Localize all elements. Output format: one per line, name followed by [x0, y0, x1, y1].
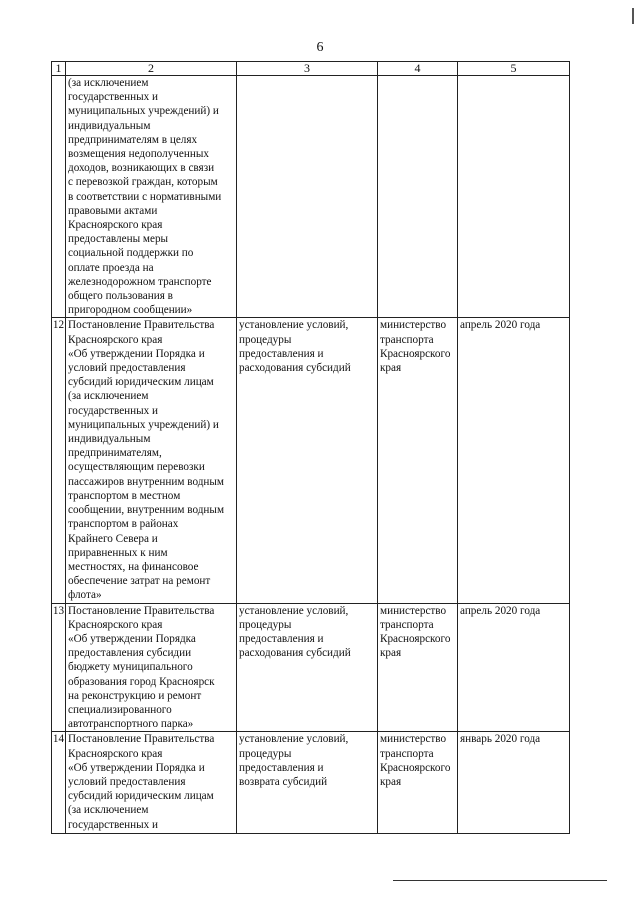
row-number [52, 76, 66, 318]
deadline-cell: январь 2020 года [458, 732, 570, 834]
responsible-cell: министерство транспорта Красноярского края [378, 732, 458, 834]
deadline-cell: апрель 2020 года [458, 603, 570, 732]
bottom-rule [393, 880, 607, 881]
purpose-cell: установление условий, процедуры предоставления и возврата субсидий [237, 732, 378, 834]
purpose-cell [237, 76, 378, 318]
table-row [52, 318, 570, 603]
header-cell-4: 4 [378, 62, 458, 76]
table-row [52, 732, 570, 834]
document-title-cell: Постановление Правительства Красноярского края «Об утверждении Порядка и условий предоставления субсидий юридическим лицам (за исключением государственных и [66, 732, 237, 834]
table-row [52, 603, 570, 732]
responsible-cell: министерство транспорта Красноярского края [378, 603, 458, 732]
document-table [51, 61, 570, 834]
page-number: 6 [316, 40, 324, 55]
header-cell-3: 3 [237, 62, 378, 76]
header-cell-2: 2 [66, 62, 237, 76]
document-title-cell: Постановление Правительства Красноярского края «Об утверждении Порядка и условий предоставления субсидий юридическим лицам (за исключением государственных и муниципальных учреждений) и индивидуальным предпринимателям, осуществляющим перевозки пассажиров внутренним водным транспортом в местном сообщении, внутренним водным транспортом в районах Крайнего Севера и приравненных к ним местностях, на финансовое обеспечение затрат на ремонт флота» [66, 318, 237, 603]
row-number: 14 [52, 732, 66, 834]
document-title-cell: (за исключением государственных и муниципальных учреждений) и индивидуальным предпринимателям в целях возмещения недополученных доходов, возникающих в связи с перевозкой граждан, которым в соответствии с нормативными правовыми актами Красноярского края предоставлены меры социальной поддержки по оплате проезда на железнодорожном транспорте общего пользования в пригородном сообщении» [66, 76, 237, 318]
table-header-row [52, 62, 570, 76]
row-number: 13 [52, 603, 66, 732]
header-cell-1: 1 [52, 62, 66, 76]
header-cell-5: 5 [458, 62, 570, 76]
table-row [52, 76, 570, 318]
document-title-cell: Постановление Правительства Красноярского края «Об утверждении Порядка предоставления субсидии бюджету муниципального образования город Красноярск на реконструкцию и ремонт специализированного автотранспортного парка» [66, 603, 237, 732]
scan-edge-mark [632, 8, 634, 24]
responsible-cell: министерство транспорта Красноярского края [378, 318, 458, 603]
row-number: 12 [52, 318, 66, 603]
purpose-cell: установление условий, процедуры предоставления и расходования субсидий [237, 603, 378, 732]
deadline-cell: апрель 2020 года [458, 318, 570, 603]
responsible-cell [378, 76, 458, 318]
purpose-cell: установление условий, процедуры предоставления и расходования субсидий [237, 318, 378, 603]
deadline-cell [458, 76, 570, 318]
